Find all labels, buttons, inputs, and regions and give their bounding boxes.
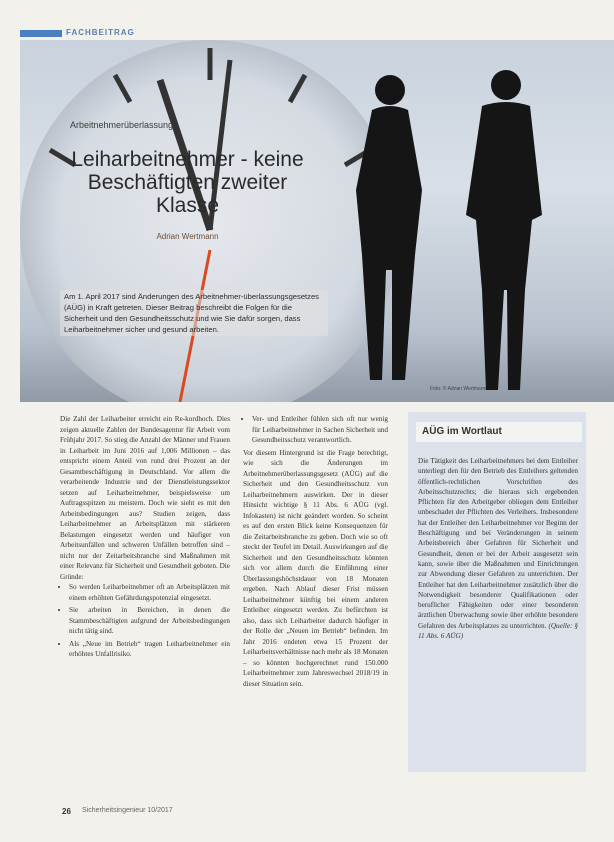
bullet-list	[243, 414, 388, 446]
magazine-name: Sicherheitsingenieur 10/2017	[82, 807, 173, 814]
bullet-item: • Sie arbeiten in Bereichen, in denen die Stammbeschäftigten aufgrund der Arbeitsbedingungen nicht tätig sind.	[69, 605, 230, 637]
bullet-item: • Als „Neue im Betrieb“ tragen Leiharbeitnehmer ein erhöhtes Unfallrisiko.	[69, 639, 230, 660]
body-paragraph: Vor diesem Hintergrund ist die Frage berechtigt, wie sich die Änderungen im Arbeitnehmerüberlassungsgesetz (AÜG) auf die Sicherheit und den Gesundheitsschutz von Leiharbeitnehmern auswirken. Der in dieser Hinsicht wichtige § 11 Abs. 6 AÜG (vgl. Infokasten) ist nicht geändert worden. So scheint es auf den ersten Blick keine Konsequenzen für die Zeitarbeitsbranche zu geben. Doch wie so oft steckt der Teufel im Detail. Auswirkungen auf die Sicherheit und den Gesundheitsschutz könnten sich vor allem durch die Einführung einer Überlassungshöchstdauer von 18 Monaten ergeben. Nach Ablauf dieser Frist müssen Leiharbeitnehmer künftig bei einem anderen Entleiher eingesetzt werden. Zu befürchten ist also, dass sich Leiharbeiter dadurch häufiger in der Rolle der „Neuen im Betrieb“ befinden. Im Jahr 2016 endeten etwa 15 Prozent der Leiharbeitsverhältnisse nach mehr als 18 Monaten – so könnten hochgerechnet rund 150.000 Leiharbeitnehmer zum Jahreswechsel 2018/19 in dieser Situation sein.	[243, 448, 388, 688]
bullet-item: • So werden Leiharbeitnehmer oft an Arbeitsplätzen mit einem erhöhten Gefährdungspotenzial eingesetzt.	[69, 582, 230, 603]
section-label: FACHBEITRAG	[66, 28, 135, 37]
hero-image	[20, 40, 614, 402]
article-author: Adrian Wertmann	[156, 232, 219, 241]
info-box-source: (Quelle: § 11 Abs. 6 AÜG)	[418, 621, 579, 641]
info-box-text	[418, 456, 578, 641]
article-title: Leiharbeitnehmer - keine Beschäftigten zweiter Klasse	[71, 148, 304, 217]
article-kicker: Arbeitnehmerüberlassung	[70, 120, 174, 130]
info-box-body: Die Tätigkeit des Leiharbeitnehmers bei dem Entleiher unterliegt den für den Betrieb des Entleihers geltenden öffentlich-rechtlichen Vorschriften des Arbeitsschutzrechts; die hieraus sich ergebenden Pflichten für den Arbeitgeber obliegen dem Entleiher unbeschadet der Pflichten des Verleihers. Insbesondere hat der Entleiher den Leiharbeitnehmer vor Beginn der Beschäftigung und bei Veränderungen in seinem Arbeitsbereich über Gefahren für Sicherheit und Gesundheit, denen er bei der Arbeit ausgesetzt sein kann, sowie über die Maßnahmen und Einrichtungen zur Abwendung dieser Gefahren zu unterrichten. Der Entleiher hat den Leiharbeitnehmer zusätzlich über die Notwendigkeit besonderer Qualifikationen oder beruflicher Fähigkeiten oder einer besonderen ärztlichen Überwachung sowie über erhöhte besondere Gefahren des Arbeitsplatzes zu unterrichten.	[418, 457, 578, 630]
man-silhouette	[466, 70, 542, 390]
info-box	[408, 412, 586, 772]
photo-credit: Foto: © Adrian Wertmann	[430, 386, 487, 392]
body-paragraph: Die Zahl der Leiharbeiter erreicht ein Re-kordhoch. Dies zeigen aktuelle Zahlen der Bundesagentur für Arbeit vom Frühjahr 2017. So stieg die Anzahl der Männer und Frauen in Leiharbeit im Juni 2016 auf 1,006 Millionen – das entspricht einem Anteil von rund drei Prozent an der Gesamtbeschäftigung in Deutschland. Vor allem die verarbeitende Industrie und der Dienstleistungssektor setzen auf Leiharbeitnehmer, beispielsweise um Auftragsspitzen zu meistern. Doch wie sieht es mit den Arbeitsbedingungen aus? Studien zeigen, dass Leiharbeitnehmer an Arbeitsplätzen mit stärkeren Belastungen eingesetzt werden und häufiger von Arbeitsunfällen und schweren Unfällen betroffen sind – nicht nur der Zeitarbeitsbranche sind Maßnahmen mit einer Relevanz für Sicherheit und Gesundheit geboten. Die Gründe:	[60, 415, 230, 581]
bullet-list	[60, 582, 230, 660]
article-lead: Am 1. April 2017 sind Änderungen des Arbeitnehmer-überlassungsgesetzes (AÜG) in Kraft getreten. Dieser Beitrag beschreibt die Folgen für die Sicherheit und den Gesundheitsschutz und wie Sie dafür sorgen, dass Leiharbeitnehmer sicher und gesund arbeiten.	[60, 290, 328, 336]
bullet-item: • Ver- und Entleiher fühlen sich oft nur wenig für Leiharbeitnehmer in Sachen Sicherheit und Gesundheitsschutz verantwortlich.	[252, 414, 388, 446]
section-bar	[20, 30, 62, 37]
info-box-title: AÜG im Wortlaut	[416, 422, 582, 442]
page-number: 26	[62, 807, 71, 816]
body-column-2	[243, 414, 388, 689]
body-column-1	[60, 414, 230, 662]
hero-illustration	[20, 40, 614, 402]
